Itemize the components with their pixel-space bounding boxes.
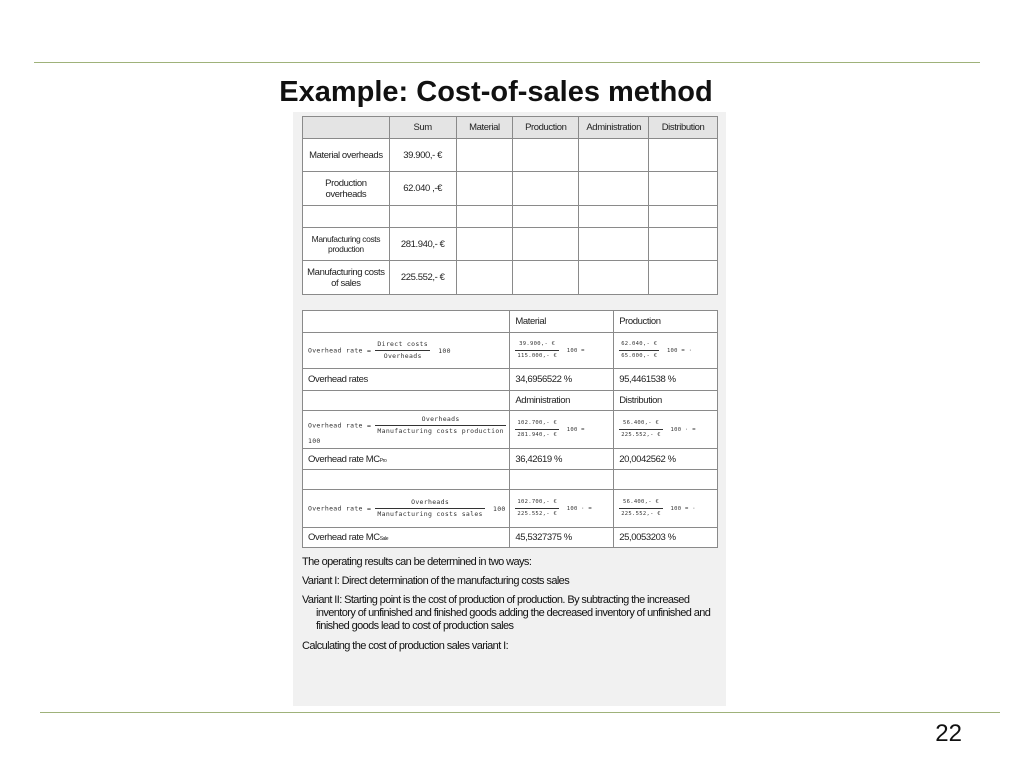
table-row (303, 391, 718, 411)
explanation-notes (302, 556, 722, 659)
empty-cell (456, 261, 513, 295)
header-material: Material (510, 311, 614, 333)
empty-cell (579, 172, 649, 206)
empty-cell (579, 261, 649, 295)
empty-cell (513, 139, 579, 172)
note-line: Variant I: Direct determination of the manufacturing costs sales (302, 575, 570, 587)
formula-prefix: Overhead rate = (308, 421, 372, 430)
empty-cell (649, 206, 718, 228)
calc-numerator: 62.040,- € (619, 339, 659, 351)
formula-denominator: Overheads (383, 352, 422, 360)
empty-cell (649, 228, 718, 261)
formula-factor: 100 (438, 346, 451, 355)
header-cell (303, 117, 390, 139)
result-material: 34,6956522 % (510, 369, 614, 391)
empty-cell (513, 206, 579, 228)
formula-prefix: Overhead rate = (308, 346, 372, 355)
header-cell-distribution: Distribution (649, 117, 718, 139)
calc-fraction (515, 339, 559, 362)
overhead-rate-formula (303, 490, 510, 528)
calc-factor: 100 = (566, 347, 585, 354)
empty-cell (579, 139, 649, 172)
formula-numerator: Overheads (375, 414, 505, 426)
table-row (303, 311, 718, 333)
table-row (303, 369, 718, 391)
formula-fraction (375, 414, 505, 437)
cost-allocation-table (302, 116, 718, 295)
header-distribution: Distribution (614, 391, 718, 411)
calc-numerator: 102.700,- € (515, 497, 559, 509)
table-row (303, 139, 718, 172)
row-sum (389, 206, 456, 228)
result-label-subscript: Sale (379, 536, 389, 542)
row-label: Material overheads (303, 139, 390, 172)
overhead-rates-table (302, 310, 718, 548)
table-row (303, 470, 718, 490)
empty-cell (456, 139, 513, 172)
calc-factor: 100 = · (670, 505, 696, 512)
page-number: 22 (935, 720, 962, 747)
calc-denominator: 225.552,- € (621, 511, 661, 517)
table-row (303, 172, 718, 206)
formula-denominator: Manufacturing costs production (377, 427, 504, 435)
bottom-divider (40, 712, 1000, 713)
calc-numerator: 39.900,- € (515, 339, 559, 351)
calc-fraction (619, 418, 663, 441)
result-label: Overhead rates (303, 369, 510, 391)
table-row (303, 528, 718, 548)
embedded-document (293, 112, 726, 706)
table-row (303, 206, 718, 228)
row-sum: 62.040 ,-€ (389, 172, 456, 206)
overhead-rate-formula (303, 333, 510, 369)
calc-fraction (619, 339, 659, 362)
result-distribution: 20,0042562 % (614, 449, 718, 470)
note-paragraph: Variant II: Starting point is the cost of production of production. By subtracting the increased inventory of unfinished and finished goods adding the decreased inventory of unfinished and finished goods lead to cost of production sales (302, 594, 711, 632)
result-label (303, 449, 510, 470)
calc-fraction (515, 497, 559, 520)
row-sum: 281.940,- € (389, 228, 456, 261)
table-row (303, 411, 718, 449)
formula-fraction (375, 497, 484, 520)
calc-fraction (619, 497, 663, 520)
calc-numerator: 56.400,- € (619, 418, 663, 430)
header-cell-sum: Sum (389, 117, 456, 139)
empty-cell (510, 470, 614, 490)
empty-cell (513, 261, 579, 295)
calc-factor: 100 · = (670, 426, 696, 433)
table-row (303, 490, 718, 528)
row-label: Manufacturing costs of sales (303, 261, 390, 295)
calc-denominator: 65.000,- € (621, 353, 658, 359)
header-production: Production (614, 311, 718, 333)
formula-factor: 100 (308, 437, 321, 445)
calc-denominator: 225.552,- € (517, 511, 558, 517)
formula-factor: 100 (492, 504, 506, 513)
calc-numerator: 102.700,- € (515, 418, 559, 430)
calc-denominator: 115.000,- € (517, 353, 558, 359)
result-administration: 45,5327375 % (510, 528, 614, 548)
empty-cell (456, 228, 513, 261)
calc-denominator: 281.940,- € (517, 432, 558, 438)
empty-cell (303, 470, 510, 490)
distribution-calculation (614, 411, 718, 449)
header-cell-administration: Administration (579, 117, 649, 139)
header-cell-material: Material (456, 117, 513, 139)
result-production: 95,4461538 % (614, 369, 718, 391)
note-line: Calculating the cost of production sales variant I: (302, 640, 509, 652)
calc-factor: 100 = · (666, 347, 693, 354)
result-label-text: Overhead rate MC (308, 453, 380, 465)
calc-numerator: 56.400,- € (619, 497, 663, 509)
empty-cell (513, 228, 579, 261)
result-label-text: Overhead rate MC (308, 532, 380, 543)
header-cell-production: Production (513, 117, 579, 139)
empty-cell (579, 228, 649, 261)
row-label (303, 206, 390, 228)
result-label-subscript: Pro (379, 457, 387, 464)
row-label: Production overheads (303, 172, 390, 206)
calc-denominator: 225.552,- € (621, 432, 661, 438)
slide-title: Example: Cost-of-sales method (279, 76, 713, 108)
empty-cell (649, 172, 718, 206)
table-header-row (303, 117, 718, 139)
empty-cell (614, 470, 718, 490)
empty-cell (579, 206, 649, 228)
formula-denominator: Manufacturing costs sales (377, 510, 483, 518)
result-label (303, 528, 510, 548)
table-row (303, 449, 718, 470)
table-row (303, 333, 718, 369)
empty-cell (513, 172, 579, 206)
note-line: The operating results can be determined in two ways: (302, 556, 532, 568)
material-calculation (510, 333, 614, 369)
calc-factor: 100 · = (566, 505, 593, 512)
header-administration: Administration (510, 391, 614, 411)
administration-calculation (510, 411, 614, 449)
calc-factor: 100 = (566, 426, 585, 433)
calc-fraction (515, 418, 559, 441)
result-distribution: 25,0053203 % (614, 528, 718, 548)
distribution-calculation (614, 490, 718, 528)
row-label: Manufacturing costs production (303, 228, 390, 261)
formula-fraction (375, 339, 430, 362)
empty-cell (303, 311, 510, 333)
formula-numerator: Direct costs (375, 339, 430, 351)
administration-calculation (510, 490, 614, 528)
empty-cell (456, 206, 513, 228)
formula-prefix: Overhead rate = (308, 504, 372, 513)
top-divider (34, 62, 980, 63)
empty-cell (649, 139, 718, 172)
empty-cell (456, 172, 513, 206)
result-administration: 36,42619 % (510, 449, 614, 470)
overhead-rate-formula (303, 411, 510, 449)
table-row (303, 261, 718, 295)
empty-cell (303, 391, 510, 411)
production-calculation (614, 333, 718, 369)
row-sum: 225.552,- € (389, 261, 456, 295)
row-sum: 39.900,- € (389, 139, 456, 172)
formula-numerator: Overheads (375, 497, 484, 509)
table-row (303, 228, 718, 261)
empty-cell (649, 261, 718, 295)
